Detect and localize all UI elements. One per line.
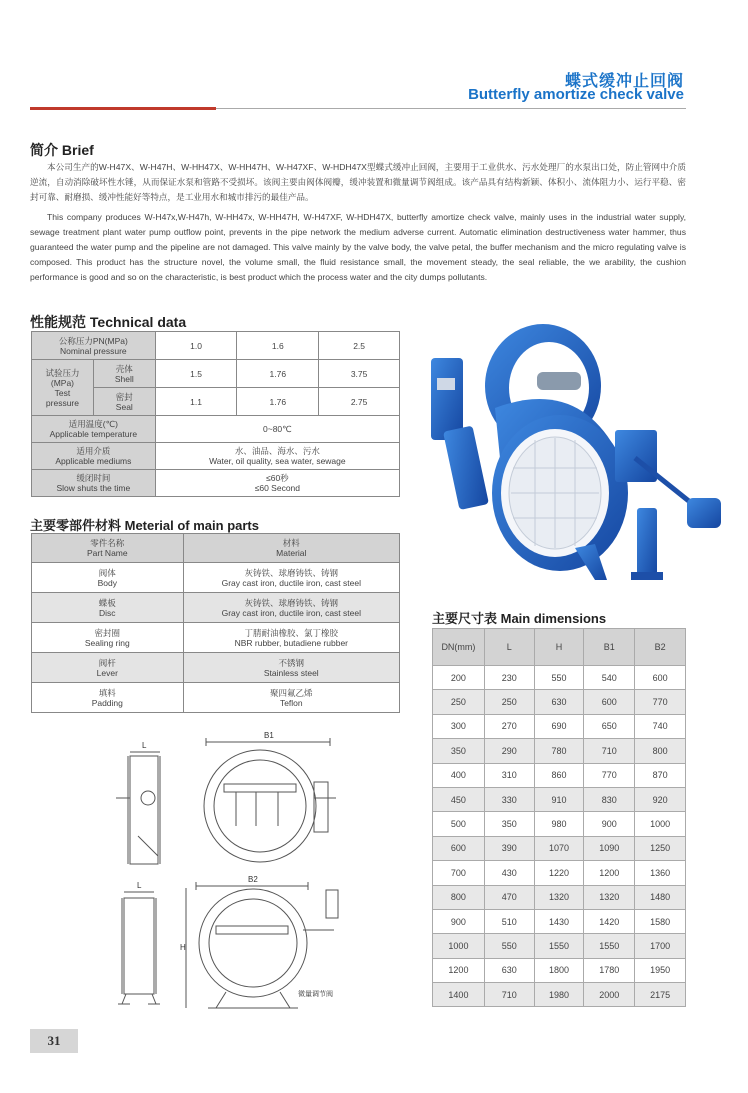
drawing-label-l: L xyxy=(142,741,147,750)
temp-label: 适用温度(℃) Applicable temperature xyxy=(32,416,156,443)
dims-cell: 350 xyxy=(484,812,534,836)
dims-cell: 250 xyxy=(433,690,485,714)
dims-cell: 430 xyxy=(484,861,534,885)
dimensions-table xyxy=(432,628,686,1007)
tech-heading: 性能规范 Technical data xyxy=(30,314,187,330)
dims-row xyxy=(433,763,686,787)
part-material: 聚四氟乙烯 Teflon xyxy=(183,683,399,713)
dims-cell: 900 xyxy=(433,909,485,933)
dims-cell: 920 xyxy=(635,787,686,811)
dims-col-header: B2 xyxy=(635,629,686,666)
dims-cell: 290 xyxy=(484,739,534,763)
dims-row xyxy=(433,958,686,982)
col-part-name: 零件名称 Part Name xyxy=(32,534,184,563)
dims-cell: 1320 xyxy=(534,885,584,909)
dims-cell: 800 xyxy=(433,885,485,909)
dims-cell: 740 xyxy=(635,714,686,738)
dims-cell: 300 xyxy=(433,714,485,738)
dims-row xyxy=(433,739,686,763)
dims-cell: 1070 xyxy=(534,836,584,860)
brief-text-en: This company produces W-H47x,W-H47h, W-HH47x, W-HH47H, W-H47XF, W-HDH47X, butterfly amortize check valve, mainly uses in the industrial water supply, sewage treatment plant water pump outflow point, prevents in the pipe network the medium adverse current. Automatic elimination destructiveness water hammer, thus guaranteed the water pump and the pipeline are not damaged. This valve mainly by the valve body, the valve petal, the buffer mechanism and the micro regulating valve is composed. This product has the structure novel, the volume small, the fluid resistance small, the movement steady, the seal reliable, the we arability, the cushion performance is good and so on the characteristic, is best product which the process water and the city dumps pollutants. xyxy=(30,212,686,282)
col-material: 材料 Material xyxy=(183,534,399,563)
dims-cell: 600 xyxy=(635,666,686,690)
brief-text-cn: 本公司生产的W-H47X、W-H47H、W-HH47X、W-HH47H、W-H47XF、W-HDH47X型蝶式缓冲止回阀，主要用于工业供水、污水处理厂的水泵出口处，防止管网中介质逆流，自动消除破坏性水锤，从而保证水泵和管路不受损坏。该阀主要由阀体阀瓣，缓冲装置和微量调节阀组成。该产品具有结构新颖、体积小、流体阻力小、运行平稳、密封可靠、耐磨损、缓冲性能好等特点，是工业用水和城市排污的最佳产品。 xyxy=(30,162,686,202)
part-material: 灰铸铁、球磨铸铁、铸钢 Gray cast iron, ductile iron, cast steel xyxy=(183,563,399,593)
seal-value: 2.75 xyxy=(319,388,400,416)
dims-cell: 1320 xyxy=(584,885,635,909)
dims-row xyxy=(433,861,686,885)
dims-cell: 400 xyxy=(433,763,485,787)
part-name: 填料 Padding xyxy=(32,683,184,713)
drawing-label-l-bottom: L xyxy=(137,881,142,890)
dims-cell: 540 xyxy=(584,666,635,690)
time-value: ≤60秒 ≤60 Second xyxy=(155,470,399,497)
shell-value: 1.76 xyxy=(237,360,319,388)
dims-cell: 510 xyxy=(484,909,534,933)
dims-cell: 250 xyxy=(484,690,534,714)
tp-label: 试验压力 (MPa) Test pressure xyxy=(32,360,94,416)
dims-cell: 770 xyxy=(584,763,635,787)
dims-row xyxy=(433,934,686,958)
part-name: 阀杆 Lever xyxy=(32,653,184,683)
dims-cell: 1430 xyxy=(534,909,584,933)
dims-cell: 690 xyxy=(534,714,584,738)
drawing-label-h: H xyxy=(180,943,186,952)
technical-drawings xyxy=(108,728,344,1014)
part-material: 不锈钢 Stainless steel xyxy=(183,653,399,683)
np-value: 1.0 xyxy=(155,332,237,360)
dims-cell: 1000 xyxy=(433,934,485,958)
dims-cell: 1550 xyxy=(584,934,635,958)
np-value: 2.5 xyxy=(319,332,400,360)
dims-cell: 1780 xyxy=(584,958,635,982)
dims-cell: 900 xyxy=(584,812,635,836)
material-table xyxy=(31,533,400,713)
dims-row xyxy=(433,690,686,714)
np-value: 1.6 xyxy=(237,332,319,360)
dims-col-header: DN(mm) xyxy=(433,629,485,666)
page-title-en: Butterfly amortize check valve xyxy=(468,86,684,103)
dims-cell: 910 xyxy=(534,787,584,811)
dims-row xyxy=(433,787,686,811)
header-rule xyxy=(216,108,686,109)
dims-cell: 1200 xyxy=(584,861,635,885)
dims-col-header: H xyxy=(534,629,584,666)
dims-heading: 主要尺寸表 Main dimensions xyxy=(432,611,607,626)
dims-cell: 600 xyxy=(433,836,485,860)
dims-cell: 650 xyxy=(584,714,635,738)
dims-cell: 1700 xyxy=(635,934,686,958)
drawing-label-micro-valve: 微量调节阀 xyxy=(298,991,333,998)
dims-cell: 710 xyxy=(484,983,534,1007)
medium-label: 适用介质 Applicable mediums xyxy=(32,443,156,470)
dims-col-header: B1 xyxy=(584,629,635,666)
valve-product-image xyxy=(425,318,725,593)
dims-cell: 600 xyxy=(584,690,635,714)
dims-cell: 550 xyxy=(484,934,534,958)
dims-cell: 800 xyxy=(635,739,686,763)
dims-cell: 1090 xyxy=(584,836,635,860)
dims-cell: 870 xyxy=(635,763,686,787)
brief-heading: 简介 Brief xyxy=(30,142,94,158)
dims-cell: 1800 xyxy=(534,958,584,982)
dims-cell: 1000 xyxy=(635,812,686,836)
page-number: 31 xyxy=(30,1029,78,1053)
dims-cell: 1250 xyxy=(635,836,686,860)
temp-value: 0~80℃ xyxy=(155,416,399,443)
dims-cell: 200 xyxy=(433,666,485,690)
dims-row xyxy=(433,909,686,933)
shell-label: 壳体 Shell xyxy=(93,360,155,388)
dims-cell: 780 xyxy=(534,739,584,763)
drawing-label-b2: B2 xyxy=(248,875,258,884)
dims-cell: 230 xyxy=(484,666,534,690)
dims-cell: 1950 xyxy=(635,958,686,982)
dims-cell: 700 xyxy=(433,861,485,885)
dims-row xyxy=(433,666,686,690)
dims-cell: 1200 xyxy=(433,958,485,982)
dims-cell: 390 xyxy=(484,836,534,860)
dims-cell: 1980 xyxy=(534,983,584,1007)
dims-cell: 980 xyxy=(534,812,584,836)
dims-cell: 500 xyxy=(433,812,485,836)
dims-cell: 1480 xyxy=(635,885,686,909)
dims-cell: 270 xyxy=(484,714,534,738)
dims-cell: 310 xyxy=(484,763,534,787)
part-name: 蝶板 Disc xyxy=(32,593,184,623)
dims-cell: 1400 xyxy=(433,983,485,1007)
dims-cell: 350 xyxy=(433,739,485,763)
tech-table xyxy=(31,331,400,497)
dims-cell: 1420 xyxy=(584,909,635,933)
dims-cell: 860 xyxy=(534,763,584,787)
part-name: 密封圈 Sealing ring xyxy=(32,623,184,653)
drawing-label-b1: B1 xyxy=(264,731,274,740)
dims-row xyxy=(433,983,686,1007)
dims-cell: 1360 xyxy=(635,861,686,885)
part-material: 灰铸铁、球磨铸铁、铸钢 Gray cast iron, ductile iron, cast steel xyxy=(183,593,399,623)
dims-row xyxy=(433,885,686,909)
dims-cell: 1580 xyxy=(635,909,686,933)
page-title-cn: 蝶式缓冲止回阀 xyxy=(564,73,684,90)
time-label: 缓闭时间 Slow shuts the time xyxy=(32,470,156,497)
seal-value: 1.1 xyxy=(155,388,237,416)
dims-row xyxy=(433,836,686,860)
part-material: 丁腈耐油橡胶、氯丁橡胶 NBR rubber, butadiene rubber xyxy=(183,623,399,653)
dims-row xyxy=(433,812,686,836)
dims-col-header: L xyxy=(484,629,534,666)
dims-cell: 630 xyxy=(534,690,584,714)
np-label: 公称压力PN(MPa) Nominal pressure xyxy=(32,332,156,360)
dims-cell: 770 xyxy=(635,690,686,714)
dims-cell: 2000 xyxy=(584,983,635,1007)
shell-value: 3.75 xyxy=(319,360,400,388)
part-name: 阀体 Body xyxy=(32,563,184,593)
dims-cell: 2175 xyxy=(635,983,686,1007)
dims-cell: 450 xyxy=(433,787,485,811)
dims-cell: 710 xyxy=(584,739,635,763)
dims-cell: 330 xyxy=(484,787,534,811)
dims-row xyxy=(433,714,686,738)
header-rule-accent xyxy=(30,107,216,110)
shell-value: 1.5 xyxy=(155,360,237,388)
dims-cell: 470 xyxy=(484,885,534,909)
dims-cell: 630 xyxy=(484,958,534,982)
dims-cell: 550 xyxy=(534,666,584,690)
seal-value: 1.76 xyxy=(237,388,319,416)
dims-cell: 830 xyxy=(584,787,635,811)
dims-cell: 1220 xyxy=(534,861,584,885)
medium-value: 水、油品、海水、污水 Water, oil quality, sea water, sewage xyxy=(155,443,399,470)
seal-label: 密封 Seal xyxy=(93,388,155,416)
material-heading: 主要零部件材料 Meterial of main parts xyxy=(30,518,259,533)
dims-cell: 1550 xyxy=(534,934,584,958)
